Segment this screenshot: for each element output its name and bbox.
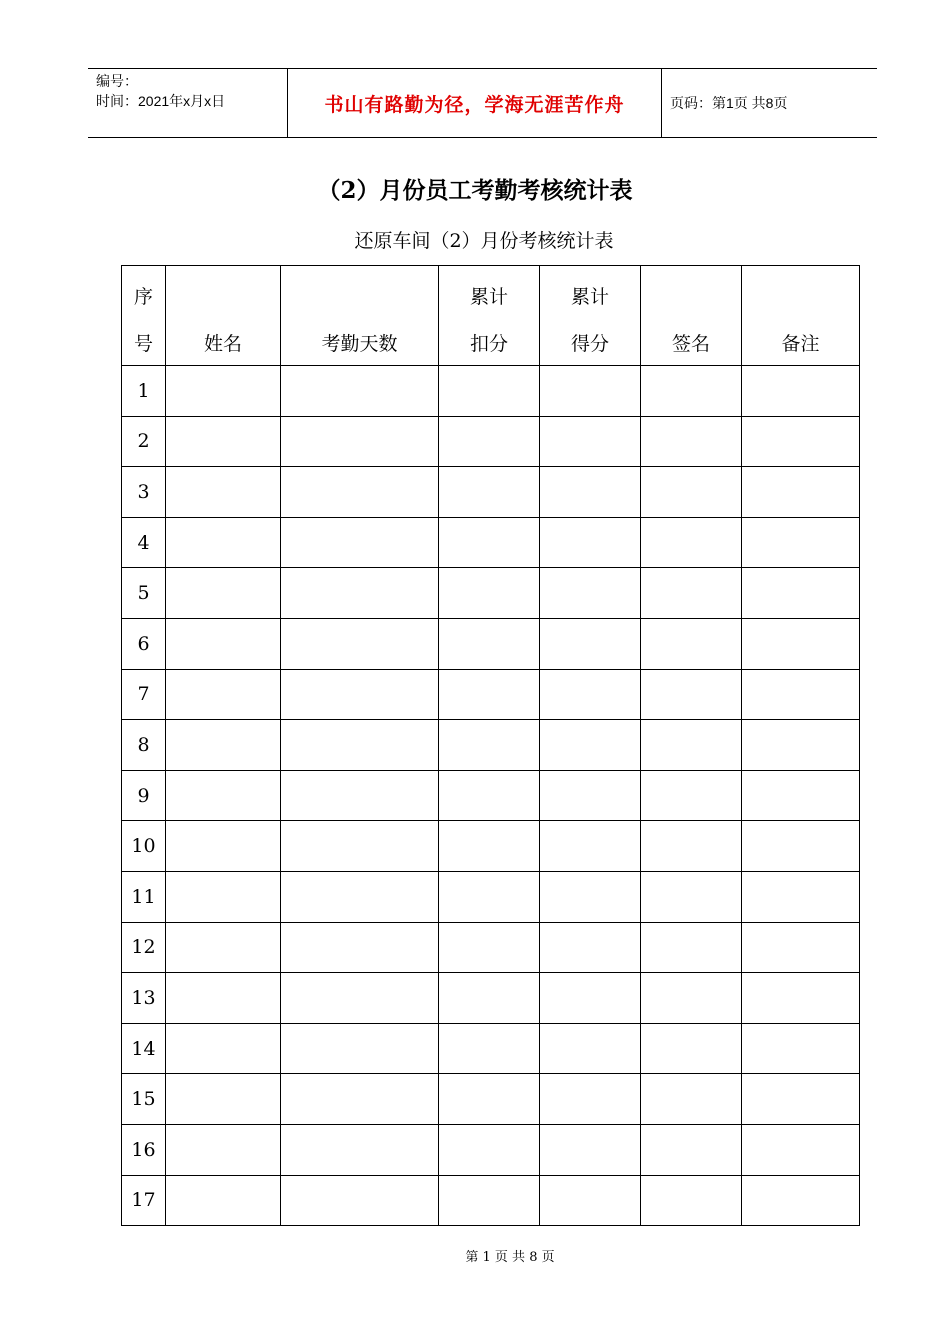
attendance-days-cell[interactable] xyxy=(281,669,439,720)
col-header-remarks-label: 备注 xyxy=(781,333,820,355)
row-index-cell: 15 xyxy=(122,1074,166,1125)
name-cell[interactable] xyxy=(166,1023,281,1074)
row-index-cell: 13 xyxy=(122,973,166,1024)
row-index-cell: 11 xyxy=(122,871,166,922)
signature-cell[interactable] xyxy=(641,973,742,1024)
row-index-cell: 10 xyxy=(122,821,166,872)
name-cell[interactable] xyxy=(166,1124,281,1175)
attendance-days-cell[interactable] xyxy=(281,1074,439,1125)
deduction-cell[interactable] xyxy=(439,720,540,771)
deduction-cell[interactable] xyxy=(439,416,540,467)
col-header-signature-label: 签名 xyxy=(671,333,710,355)
table-row xyxy=(122,973,860,1024)
remarks-cell[interactable] xyxy=(742,1124,860,1175)
name-cell[interactable] xyxy=(166,669,281,720)
attendance-days-cell[interactable] xyxy=(281,1175,439,1226)
remarks-cell[interactable] xyxy=(742,821,860,872)
col-header-attendance-days-label: 考勤天数 xyxy=(321,333,398,355)
deduction-cell[interactable] xyxy=(439,1023,540,1074)
col-header-deduction-top: 累计 xyxy=(469,286,508,308)
name-cell[interactable] xyxy=(166,770,281,821)
deduction-cell[interactable] xyxy=(439,922,540,973)
table-row xyxy=(122,922,860,973)
name-cell[interactable] xyxy=(166,618,281,669)
attendance-table xyxy=(121,265,860,1226)
signature-cell[interactable] xyxy=(641,669,742,720)
name-cell[interactable] xyxy=(166,366,281,417)
attendance-days-cell[interactable] xyxy=(281,1124,439,1175)
remarks-cell[interactable] xyxy=(742,568,860,619)
row-index-cell: 3 xyxy=(122,467,166,518)
col-header-name xyxy=(166,266,281,366)
attendance-days-cell[interactable] xyxy=(281,973,439,1024)
page-title: （2）月份员工考勤考核统计表 xyxy=(317,177,633,204)
deduction-cell[interactable] xyxy=(439,618,540,669)
row-index-cell: 16 xyxy=(122,1124,166,1175)
table-row xyxy=(122,1074,860,1125)
col-header-index-bottom: 号 xyxy=(133,333,153,355)
attendance-days-cell[interactable] xyxy=(281,720,439,771)
attendance-days-cell[interactable] xyxy=(281,922,439,973)
remarks-cell[interactable] xyxy=(742,770,860,821)
deduction-cell[interactable] xyxy=(439,669,540,720)
remarks-cell[interactable] xyxy=(742,517,860,568)
row-index-cell: 17 xyxy=(122,1175,166,1226)
table-caption: 还原车间（2）月份考核统计表 xyxy=(354,230,614,252)
name-cell[interactable] xyxy=(166,871,281,922)
remarks-cell[interactable] xyxy=(742,973,860,1024)
name-cell[interactable] xyxy=(166,821,281,872)
signature-cell[interactable] xyxy=(641,871,742,922)
table-row xyxy=(122,871,860,922)
table-row xyxy=(122,416,860,467)
remarks-cell[interactable] xyxy=(742,366,860,417)
deduction-cell[interactable] xyxy=(439,770,540,821)
attendance-days-cell[interactable] xyxy=(281,366,439,417)
table-row xyxy=(122,720,860,771)
table-row xyxy=(122,770,860,821)
attendance-days-cell[interactable] xyxy=(281,517,439,568)
remarks-cell[interactable] xyxy=(742,467,860,518)
deduction-cell[interactable] xyxy=(439,1175,540,1226)
name-cell[interactable] xyxy=(166,416,281,467)
score-cell[interactable] xyxy=(540,618,641,669)
signature-cell[interactable] xyxy=(641,821,742,872)
col-header-deduction xyxy=(439,266,540,366)
deduction-cell[interactable] xyxy=(439,366,540,417)
remarks-cell[interactable] xyxy=(742,1074,860,1125)
row-index-cell: 6 xyxy=(122,618,166,669)
remarks-cell[interactable] xyxy=(742,618,860,669)
score-cell[interactable] xyxy=(540,366,641,417)
col-header-index xyxy=(122,266,166,366)
attendance-days-cell[interactable] xyxy=(281,871,439,922)
table-row xyxy=(122,467,860,518)
remarks-cell[interactable] xyxy=(742,871,860,922)
score-cell[interactable] xyxy=(540,770,641,821)
attendance-days-cell[interactable] xyxy=(281,416,439,467)
remarks-cell[interactable] xyxy=(742,669,860,720)
score-cell[interactable] xyxy=(540,568,641,619)
score-cell[interactable] xyxy=(540,1124,641,1175)
name-cell[interactable] xyxy=(166,1175,281,1226)
col-header-remarks xyxy=(742,266,860,366)
attendance-days-cell[interactable] xyxy=(281,618,439,669)
row-index-cell: 14 xyxy=(122,1023,166,1074)
signature-cell[interactable] xyxy=(641,720,742,771)
deduction-cell[interactable] xyxy=(439,871,540,922)
attendance-days-cell[interactable] xyxy=(281,770,439,821)
col-header-score xyxy=(540,266,641,366)
score-cell[interactable] xyxy=(540,973,641,1024)
score-cell[interactable] xyxy=(540,821,641,872)
document-time: 时间：2021年x月x日 xyxy=(96,93,226,109)
remarks-cell[interactable] xyxy=(742,1175,860,1226)
score-cell[interactable] xyxy=(540,669,641,720)
deduction-cell[interactable] xyxy=(439,517,540,568)
signature-cell[interactable] xyxy=(641,1074,742,1125)
col-header-signature xyxy=(641,266,742,366)
col-header-deduction-bottom: 扣分 xyxy=(469,333,508,355)
score-cell[interactable] xyxy=(540,517,641,568)
table-row xyxy=(122,1175,860,1226)
name-cell[interactable] xyxy=(166,517,281,568)
row-index-cell: 12 xyxy=(122,922,166,973)
score-cell[interactable] xyxy=(540,1074,641,1125)
header-motto: 书山有路勤为径，学海无涯苦作舟 xyxy=(288,69,662,137)
col-header-attendance-days xyxy=(281,266,439,366)
row-index-cell: 7 xyxy=(122,669,166,720)
row-index-cell: 9 xyxy=(122,770,166,821)
table-row xyxy=(122,1023,860,1074)
name-cell[interactable] xyxy=(166,720,281,771)
table-row xyxy=(122,366,860,417)
table-row xyxy=(122,618,860,669)
name-cell[interactable] xyxy=(166,467,281,518)
table-row xyxy=(122,669,860,720)
deduction-cell[interactable] xyxy=(439,1074,540,1125)
score-cell[interactable] xyxy=(540,1175,641,1226)
table-header-row xyxy=(122,266,860,366)
page-footer: 第 1 页 共 8 页 xyxy=(465,1250,555,1265)
table-row xyxy=(122,1124,860,1175)
col-header-score-bottom: 得分 xyxy=(570,333,609,355)
row-index-cell: 2 xyxy=(122,416,166,467)
signature-cell[interactable] xyxy=(641,467,742,518)
attendance-days-cell[interactable] xyxy=(281,568,439,619)
deduction-cell[interactable] xyxy=(439,467,540,518)
signature-cell[interactable] xyxy=(641,770,742,821)
signature-cell[interactable] xyxy=(641,1175,742,1226)
remarks-cell[interactable] xyxy=(742,720,860,771)
table-body xyxy=(122,366,860,1226)
name-cell[interactable] xyxy=(166,568,281,619)
score-cell[interactable] xyxy=(540,1023,641,1074)
table-row xyxy=(122,568,860,619)
row-index-cell: 8 xyxy=(122,720,166,771)
signature-cell[interactable] xyxy=(641,568,742,619)
score-cell[interactable] xyxy=(540,871,641,922)
remarks-cell[interactable] xyxy=(742,922,860,973)
remarks-cell[interactable] xyxy=(742,1023,860,1074)
name-cell[interactable] xyxy=(166,973,281,1024)
table-row xyxy=(122,821,860,872)
attendance-days-cell[interactable] xyxy=(281,1023,439,1074)
name-cell[interactable] xyxy=(166,922,281,973)
attendance-days-cell[interactable] xyxy=(281,821,439,872)
col-header-score-top: 累计 xyxy=(570,286,609,308)
col-header-name-label: 姓名 xyxy=(203,333,242,355)
document-header xyxy=(88,68,877,138)
col-header-index-top: 序 xyxy=(133,286,153,308)
table-row xyxy=(122,517,860,568)
score-cell[interactable] xyxy=(540,416,641,467)
signature-cell[interactable] xyxy=(641,1023,742,1074)
score-cell[interactable] xyxy=(540,720,641,771)
deduction-cell[interactable] xyxy=(439,821,540,872)
header-page-info: 页码：第1页 共8页 xyxy=(670,95,788,111)
signature-cell[interactable] xyxy=(641,922,742,973)
name-cell[interactable] xyxy=(166,1074,281,1125)
document-number-label: 编号： xyxy=(96,73,138,89)
signature-cell[interactable] xyxy=(641,416,742,467)
signature-cell[interactable] xyxy=(641,1124,742,1175)
deduction-cell[interactable] xyxy=(439,568,540,619)
attendance-days-cell[interactable] xyxy=(281,467,439,518)
remarks-cell[interactable] xyxy=(742,416,860,467)
signature-cell[interactable] xyxy=(641,517,742,568)
signature-cell[interactable] xyxy=(641,618,742,669)
score-cell[interactable] xyxy=(540,922,641,973)
deduction-cell[interactable] xyxy=(439,1124,540,1175)
row-index-cell: 5 xyxy=(122,568,166,619)
row-index-cell: 1 xyxy=(122,366,166,417)
signature-cell[interactable] xyxy=(641,366,742,417)
score-cell[interactable] xyxy=(540,467,641,518)
deduction-cell[interactable] xyxy=(439,973,540,1024)
row-index-cell: 4 xyxy=(122,517,166,568)
header-meta xyxy=(88,69,288,137)
